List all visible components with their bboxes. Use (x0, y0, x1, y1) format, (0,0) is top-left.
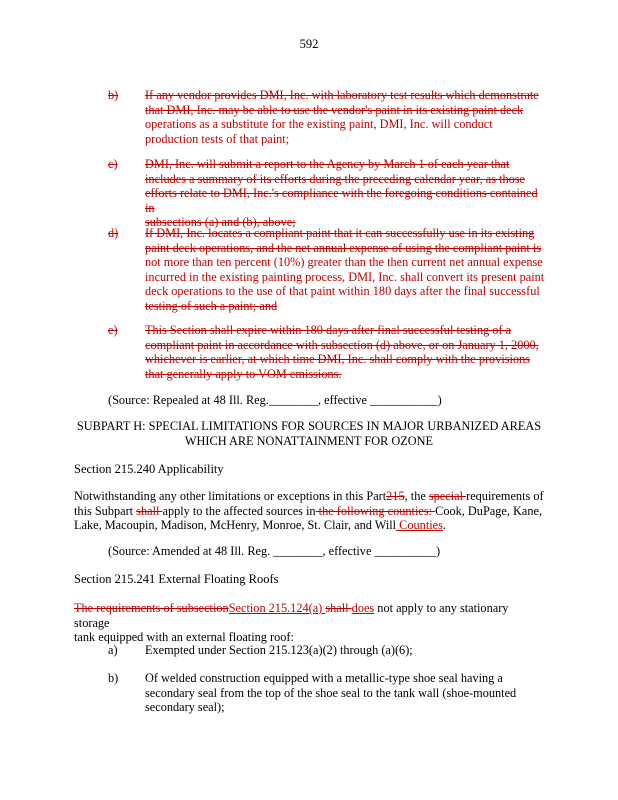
line: testing of such a paint; and (145, 298, 278, 313)
line: efforts relate to DMI, Inc.'s compliance with the foregoing conditions contained in (145, 186, 538, 215)
item-a-text (145, 643, 550, 658)
subpart-line-1: SUBPART H: SPECIAL LIMITATIONS FOR SOURCES IN MAJOR URBANIZED AREAS (76, 419, 542, 433)
item-b-label: b) (108, 88, 119, 102)
deleted-text: the following counties: (315, 503, 436, 518)
item-b2-text (145, 671, 550, 715)
inserted-text: Section 215.124(a) (228, 601, 326, 615)
deleted-text: shall (325, 601, 352, 615)
item-b2-label: b) (108, 671, 119, 685)
line: not more than ten percent (10%) greater than the then current net annual expense (145, 255, 543, 270)
line: that DMI, Inc. may be able to use the vendor's paint in its existing paint deck (145, 102, 524, 117)
text: this Subpart (74, 503, 137, 518)
inserted-text: does (351, 601, 375, 615)
section-240-heading: Section 215.240 Applicability (74, 462, 224, 476)
line: that generally apply to VOM emissions. (145, 366, 342, 381)
line: secondary seal); (145, 700, 225, 715)
text: Notwithstanding any other limitations or exceptions in this Part (74, 489, 387, 503)
deleted-text: The requirements of subsection (74, 601, 229, 615)
line: Of welded construction equipped with a metallic-type shoe seal having a (145, 671, 503, 685)
source-note-amended: (Source: Amended at 48 Ill. Reg. ________, effective __________) (108, 544, 441, 558)
line: If any vendor provides DMI, Inc. with laboratory test results which demonstrate (145, 88, 539, 102)
line: subsections (a) and (b), above; (145, 215, 296, 230)
line (74, 518, 544, 533)
text: not apply to any stationary storage (74, 601, 509, 630)
line: incurred in the existing painting process, DMI, Inc. shall convert its present paint (145, 269, 545, 284)
subpart-heading (74, 419, 544, 448)
line: This Section shall expire within 180 days after final successful testing of a (145, 323, 512, 337)
line (74, 601, 544, 630)
item-a-label: a) (108, 643, 118, 657)
line: whichever is earlier, at which time DMI, Inc. shall comply with the provisions (145, 352, 531, 367)
text: requirements of (466, 489, 544, 503)
item-d-label: d) (108, 226, 119, 240)
line: Exempted under Section 215.123(a)(2) through (a)(6); (145, 643, 413, 657)
line: includes a summary of its efforts during the preceding calendar year, as those (145, 171, 526, 186)
line: paint deck operations, and the net annual expense of using the compliant paint is (145, 240, 542, 255)
line: compliant paint in accordance with subsection (d) above, or on January 1, 2000, (145, 337, 539, 352)
subpart-line-2: WHICH ARE NONATTAINMENT FOR OZONE (184, 433, 434, 448)
line: tank equipped with an external floating roof: (74, 630, 294, 645)
deleted-text: 215 (386, 489, 405, 503)
line: operations as a substitute for the existing paint, DMI, Inc. will conduct (145, 117, 493, 132)
item-d-text (145, 226, 550, 314)
item-e-text (145, 323, 550, 381)
text: , the (404, 489, 429, 503)
text: Lake, Macoupin, Madison, McHenry, Monroe, St. Clair, and Will (74, 518, 397, 533)
line: production tests of that paint; (145, 131, 290, 146)
item-b-text (145, 88, 550, 146)
line (74, 504, 544, 519)
line (74, 489, 544, 504)
item-e-label: e) (108, 323, 118, 337)
deleted-text: shall (136, 503, 163, 518)
line: secondary seal from the top of the shoe seal to the tank wall (shoe-mounted (145, 685, 517, 700)
page-number: 592 (299, 37, 319, 51)
item-c-label: c) (108, 157, 118, 171)
line: DMI, Inc. will submit a report to the Agency by March 1 of each year that (145, 157, 510, 171)
text: . (442, 518, 446, 533)
source-note-repealed: (Source: Repealed at 48 Ill. Reg.________, effective ___________) (108, 393, 442, 407)
section-241-heading: Section 215.241 External Floating Roofs (74, 572, 279, 586)
line: deck operations to the use of that paint within 180 days after the final successful (145, 284, 540, 299)
inserted-text: Counties (396, 518, 443, 533)
deleted-text: special (428, 489, 467, 503)
section-241-body (74, 601, 544, 645)
text: Cook, DuPage, Kane, (435, 503, 543, 518)
text: apply to the affected sources in (162, 503, 316, 518)
section-240-body (74, 489, 544, 533)
item-c-text (145, 157, 550, 230)
line: If DMI, Inc. locates a compliant paint that it can successfully use in its existing (145, 226, 535, 240)
